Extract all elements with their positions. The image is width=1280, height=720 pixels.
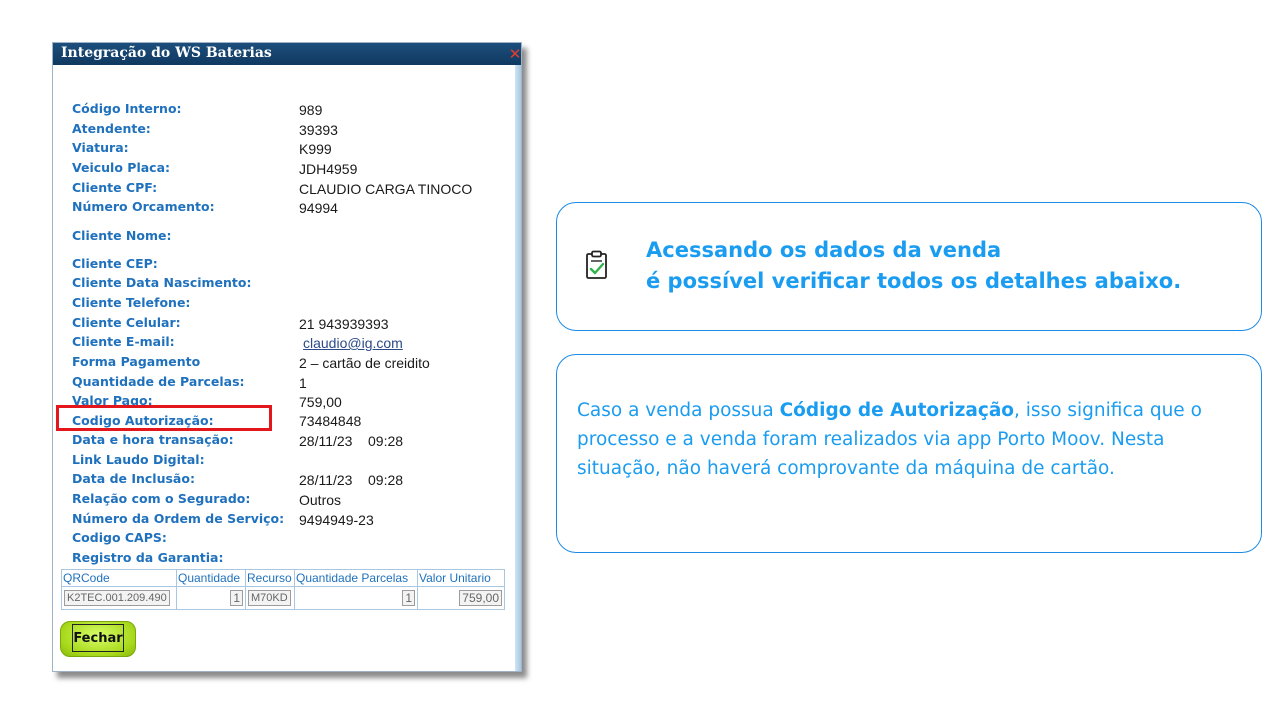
grid-cell-parcelas[interactable]: [295, 587, 418, 610]
dialog-scrollbar[interactable]: [515, 65, 521, 671]
field-label-link-laudo-digital: Link Laudo Digital:: [72, 452, 205, 467]
field-label-codigo-autorizacao: Codigo Autorização:: [72, 413, 214, 428]
callout2-text-before: Caso a venda possua: [577, 400, 780, 421]
field-label-cliente-celular: Cliente Celular:: [72, 315, 181, 330]
dialog-title: Integração do WS Baterias: [61, 45, 272, 61]
grid-header-valor-unitario[interactable]: Valor Unitario: [418, 570, 505, 587]
items-grid: [61, 569, 505, 610]
info-callout-bottom-text: [577, 396, 1217, 483]
codigo-autorizacao-highlight-box: [56, 405, 272, 431]
field-value-veiculo-placa: JDH4959: [299, 161, 358, 177]
grid-header-recurso[interactable]: Recurso: [246, 570, 295, 587]
field-label-viatura: Viatura:: [72, 140, 129, 155]
field-label-numero-ordem-servico: Número da Ordem de Serviço:: [72, 511, 285, 526]
clipboard-check-icon: [585, 250, 609, 280]
info-callout-line2: é possível verificar todos os detalhes abaixo.: [646, 269, 1182, 293]
callout2-bold-term: Código de Autorização: [779, 400, 1015, 421]
field-label-cliente-nome: Cliente Nome:: [72, 228, 172, 243]
details-fields: [53, 43, 513, 603]
field-value-numero-ordem-servico: 9494949-23: [299, 512, 374, 528]
info-callout-top-text: [646, 235, 1181, 297]
grid-cell-valor-value: 759,00: [459, 590, 502, 606]
grid-header-row: [62, 570, 505, 587]
field-value-codigo-autorizacao: 73484848: [299, 413, 362, 429]
field-label-relacao-segurado: Relação com o Segurado:: [72, 491, 251, 506]
field-value-quantidade-parcelas: 1: [299, 375, 307, 391]
field-value-cliente-cpf: CLAUDIO CARGA TINOCO: [299, 181, 473, 197]
grid-cell-recurso-value: M70KD: [248, 590, 291, 606]
field-label-registro-garantia: Registro da Garantia:: [72, 550, 224, 565]
field-value-relacao-segurado: Outros: [299, 492, 342, 508]
info-callout-top: [556, 202, 1262, 331]
fechar-button[interactable]: [60, 621, 136, 657]
table-row[interactable]: [62, 587, 505, 610]
field-value-valor-pago: 759,00: [299, 394, 342, 410]
field-value-numero-orcamento: 94994: [299, 200, 338, 216]
field-label-cliente-data-nascimento: Cliente Data Nascimento:: [72, 275, 252, 290]
grid-cell-parcelas-value: 1: [402, 590, 415, 606]
grid-cell-valor[interactable]: [418, 587, 505, 610]
field-label-cliente-cpf: Cliente CPF:: [72, 180, 158, 195]
field-label-atendente: Atendente:: [72, 121, 151, 136]
field-value-cliente-celular: 21 943939393: [299, 316, 389, 332]
field-label-data-hora-transacao: Data e hora transação:: [72, 432, 234, 447]
field-label-valor-pago: Valor Pago:: [72, 393, 153, 408]
field-label-codigo-interno: Código Interno:: [72, 101, 182, 116]
info-callout-bottom: [556, 354, 1262, 553]
grid-header-quantidade[interactable]: Quantidade: [177, 570, 246, 587]
field-value-data-inclusao: 28/11/23 09:28: [299, 472, 404, 488]
grid-cell-recurso[interactable]: [246, 587, 295, 610]
field-label-cliente-email: Cliente E-mail:: [72, 334, 175, 349]
callout2-text-after: , isso significa que o processo e a venda foram realizados via app Porto Moov. Nesta situação, não haverá comprovante da máquina de cartão.: [577, 400, 1202, 479]
grid-cell-quantidade-value: 1: [230, 590, 243, 606]
fechar-button-label: Fechar: [72, 624, 123, 652]
ws-baterias-dialog: [52, 42, 522, 672]
grid-header-qrcode[interactable]: QRCode: [62, 570, 177, 587]
grid-cell-qrcode-value: K2TEC.001.209.490: [64, 590, 170, 606]
close-icon[interactable]: ✕: [508, 45, 522, 63]
field-label-cliente-telefone: Cliente Telefone:: [72, 295, 191, 310]
grid-header-quantidade-parcelas[interactable]: Quantidade Parcelas: [295, 570, 418, 587]
field-label-quantidade-parcelas: Quantidade de Parcelas:: [72, 374, 245, 389]
field-value-forma-pagamento: 2 – cartão de creidito: [299, 355, 430, 371]
grid-cell-quantidade[interactable]: [177, 587, 246, 610]
field-value-atendente: 39393: [299, 122, 338, 138]
field-value-data-hora-transacao: 28/11/23 09:28: [299, 433, 404, 449]
field-label-cliente-cep: Cliente CEP:: [72, 256, 158, 271]
info-callout-line1: Acessando os dados da venda: [646, 238, 1002, 262]
field-label-codigo-caps: Codigo CAPS:: [72, 530, 167, 545]
field-label-data-inclusao: Data de Inclusão:: [72, 471, 195, 486]
field-value-codigo-interno: 989: [299, 102, 323, 118]
field-label-forma-pagamento: Forma Pagamento: [72, 354, 201, 369]
grid-cell-qrcode[interactable]: [62, 587, 177, 610]
field-value-viatura: K999: [299, 141, 332, 157]
field-label-numero-orcamento: Número Orcamento:: [72, 199, 215, 214]
field-label-veiculo-placa: Veiculo Placa:: [72, 160, 171, 175]
field-value-cliente-email[interactable]: claudio@ig.com: [303, 335, 403, 351]
